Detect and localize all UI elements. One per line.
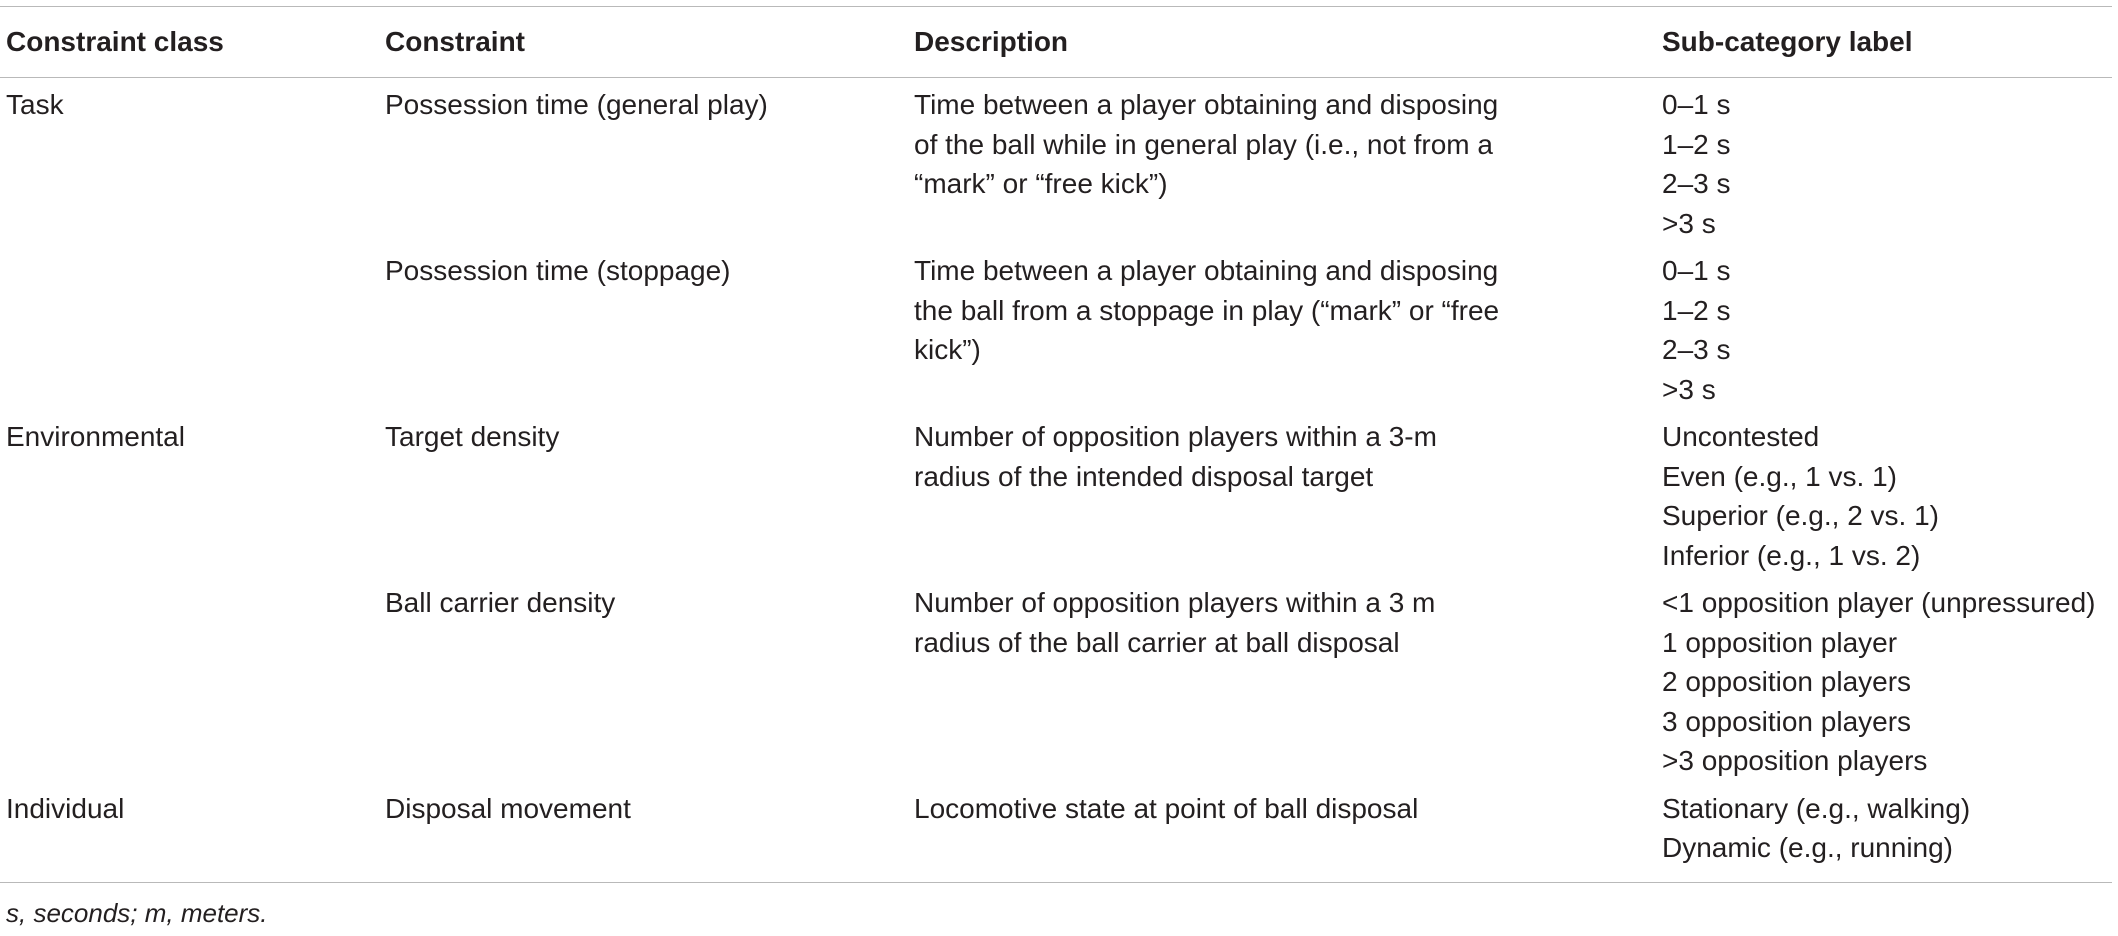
description-line: Time between a player obtaining and disposing: [914, 89, 1499, 120]
table-row: [0, 251, 2112, 409]
table-header-row: [0, 7, 2112, 77]
description-line: Time between a player obtaining and disposing: [914, 255, 1499, 286]
subcategory-label: Inferior (e.g., 1 vs. 2): [1662, 539, 1921, 571]
subcategory-label: 2 opposition players: [1662, 666, 1912, 697]
header-subcategory: Sub-category label: [1662, 26, 1913, 57]
description-line: of the ball while in general play (i.e., not from a: [914, 128, 1493, 160]
header-description: Description: [914, 26, 1069, 57]
description-line: the ball from a stoppage in play (“mark” or “free: [914, 294, 1500, 326]
subcategory-label: Stationary (e.g., walking): [1662, 792, 1971, 824]
cell-constraint-class: Environmental: [6, 421, 185, 452]
cell-constraint-class: Individual: [6, 792, 125, 824]
cell-subcategory: [1662, 583, 2112, 781]
subcategory-label: 1–2 s: [1662, 294, 1731, 326]
subcategory-label: >3 s: [1662, 373, 1716, 405]
description-line: Number of opposition players within a 3-m: [914, 421, 1437, 452]
cell-constraint-class: [0, 251, 385, 409]
cell-constraint: Target density: [385, 421, 560, 452]
header-constraint: Constraint: [385, 26, 525, 57]
table-row: [0, 85, 2112, 243]
subcategory-label: >3 s: [1662, 207, 1716, 239]
table-footnote: s, seconds; m, meters.: [6, 898, 268, 928]
subcategory-label: <1 opposition player (unpressured): [1662, 587, 2096, 618]
description-line: radius of the ball carrier at ball disposal: [914, 626, 1400, 658]
cell-subcategory: [1662, 417, 2112, 575]
subcategory-label: 1–2 s: [1662, 128, 1731, 160]
description-line: radius of the intended disposal target: [914, 460, 1374, 492]
subcategory-label: 2–3 s: [1662, 334, 1731, 365]
cell-description: [914, 417, 1662, 575]
description-line: “mark” or “free kick”): [914, 168, 1168, 199]
cell-description: [914, 583, 1662, 781]
cell-constraint-class: Task: [6, 89, 64, 120]
subcategory-label: Even (e.g., 1 vs. 1): [1662, 460, 1897, 492]
header-rule: [0, 77, 2112, 78]
subcategory-label: Uncontested: [1662, 421, 1820, 452]
cell-description: [914, 251, 1662, 409]
table-row: [0, 417, 2112, 575]
table-row: [0, 583, 2112, 781]
subcategory-label: 3 opposition players: [1662, 705, 1912, 737]
cell-subcategory: [1662, 789, 2112, 868]
subcategory-label: Superior (e.g., 2 vs. 1): [1662, 500, 1940, 531]
cell-description: [914, 789, 1662, 868]
cell-subcategory: [1662, 251, 2112, 409]
cell-constraint: Possession time (general play): [385, 89, 768, 120]
cell-constraint-class: [0, 583, 385, 781]
cell-constraint: Disposal movement: [385, 792, 631, 824]
subcategory-label: 0–1 s: [1662, 89, 1731, 120]
description-line: kick”): [914, 334, 981, 365]
constraints-table: [0, 6, 2112, 883]
cell-constraint: Ball carrier density: [385, 587, 616, 618]
subcategory-label: >3 opposition players: [1662, 745, 1928, 776]
subcategory-label: 2–3 s: [1662, 168, 1731, 199]
header-constraint-class: Constraint class: [6, 26, 224, 57]
description-line: Locomotive state at point of ball disposal: [914, 792, 1419, 824]
cell-subcategory: [1662, 85, 2112, 243]
subcategory-label: 0–1 s: [1662, 255, 1731, 286]
cell-constraint: Possession time (stoppage): [385, 255, 731, 286]
description-line: Number of opposition players within a 3 m: [914, 587, 1436, 618]
table-row: [0, 789, 2112, 868]
cell-description: [914, 85, 1662, 243]
subcategory-label: Dynamic (e.g., running): [1662, 832, 1954, 863]
subcategory-label: 1 opposition player: [1662, 626, 1898, 658]
bottom-rule: [0, 882, 2112, 883]
